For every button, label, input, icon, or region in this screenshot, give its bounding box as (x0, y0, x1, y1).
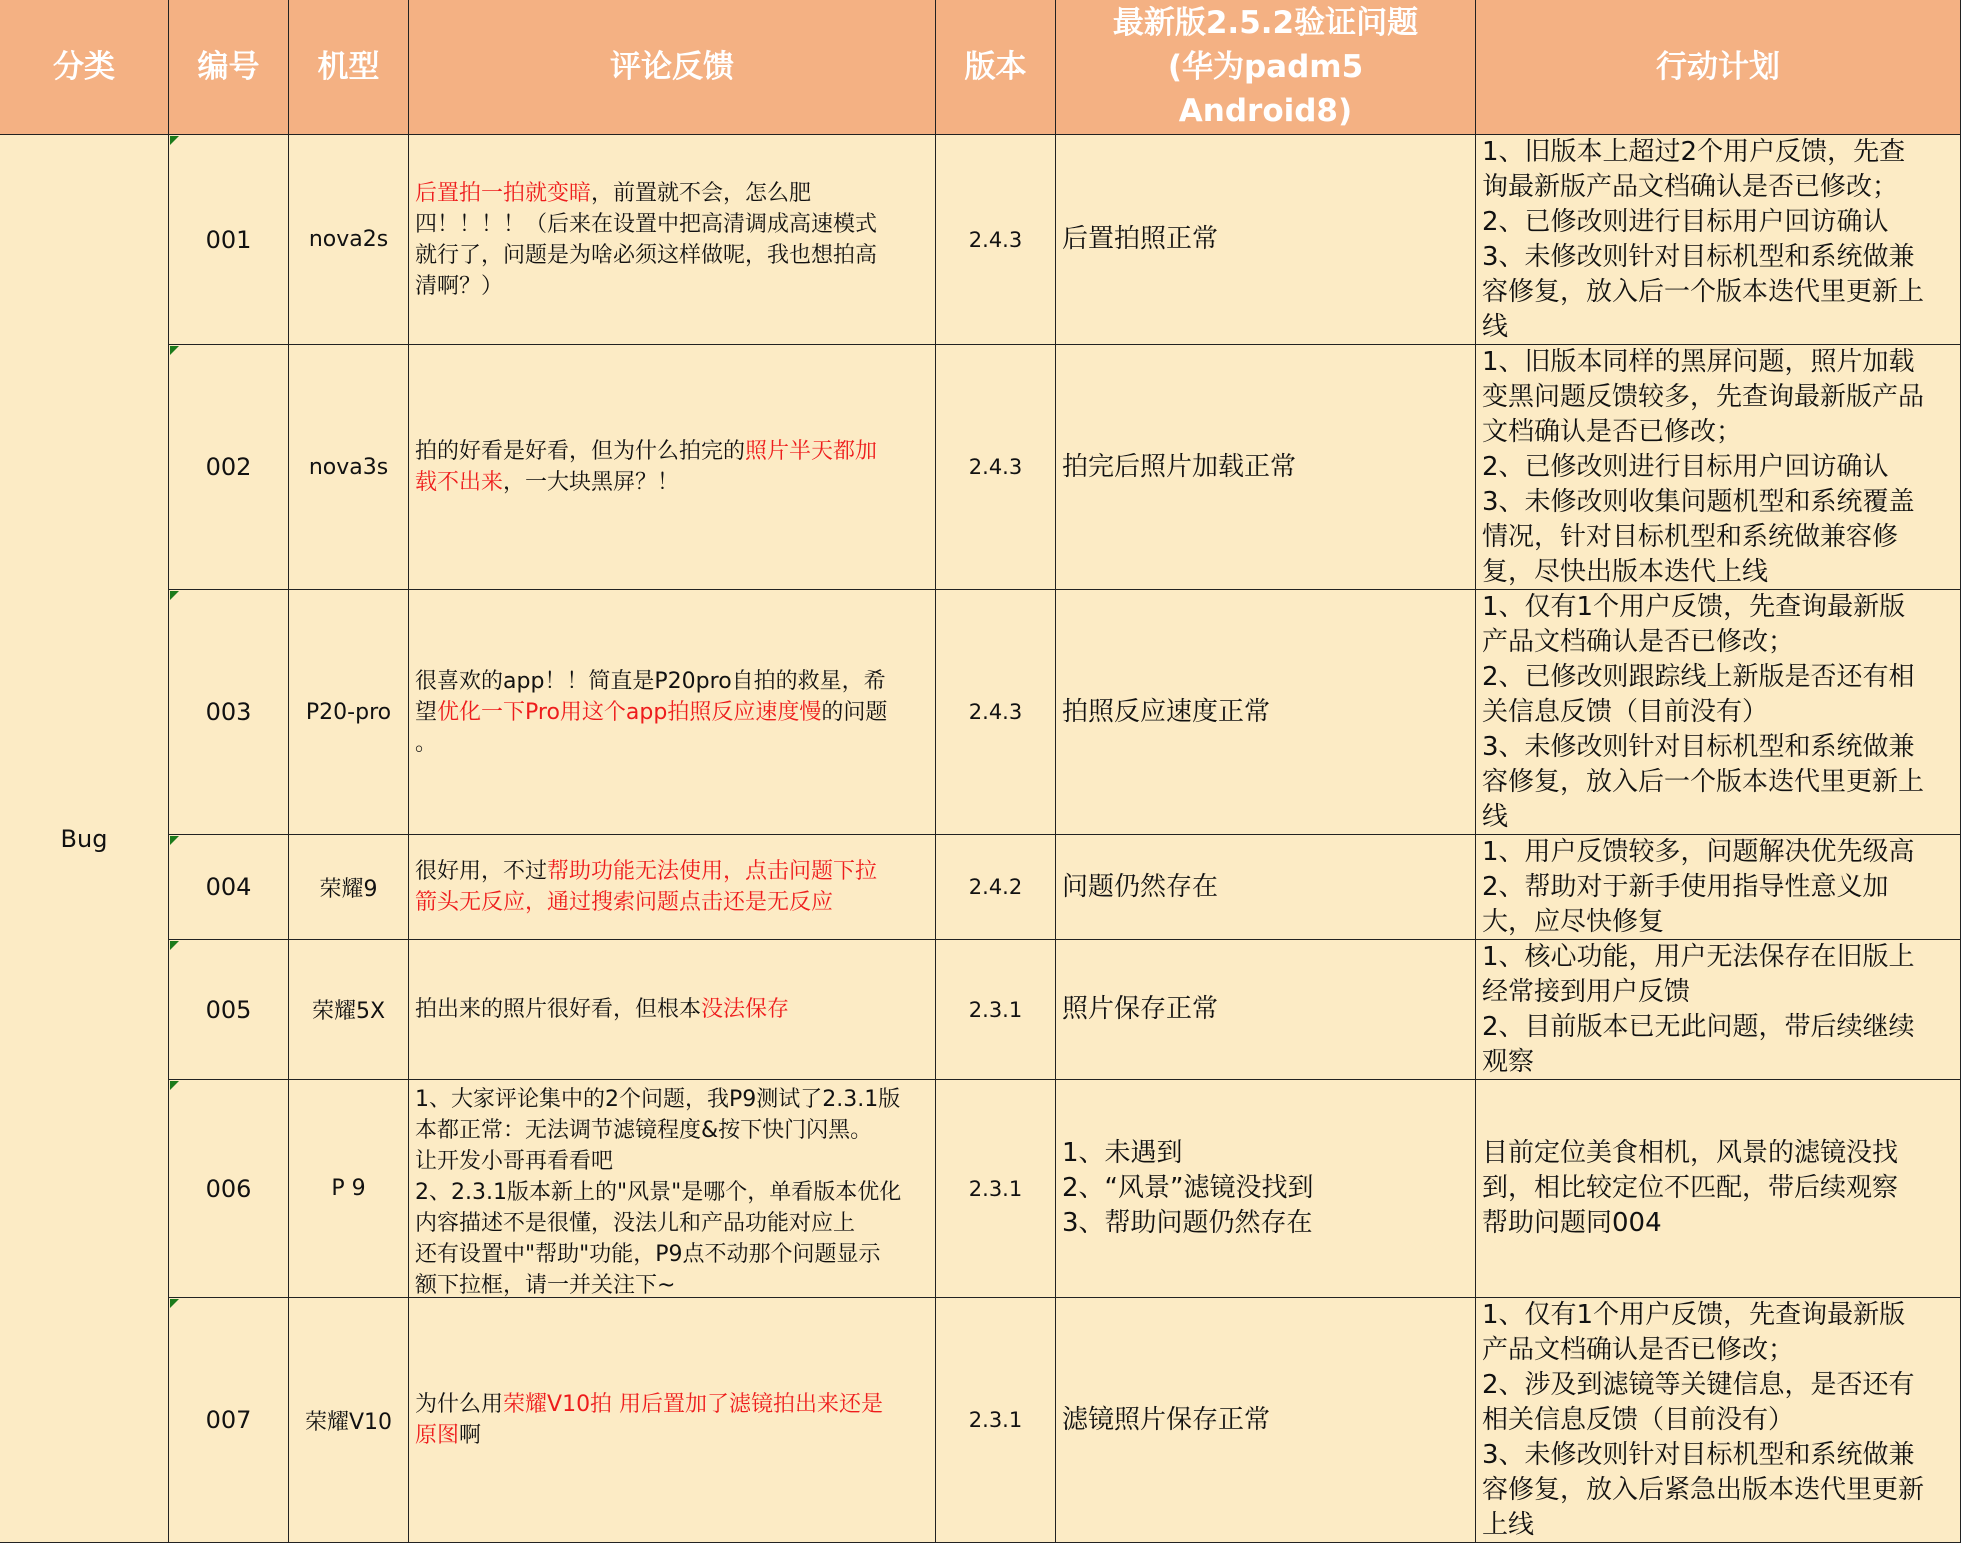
plan-line: 2、已修改则进行目标用户回访确认 (1482, 207, 1889, 237)
result-line: 拍照反应速度正常 (1062, 696, 1271, 727)
comment-segment: 本都正常：无法调节滤镜程度&按下快门闪黑。 (415, 1118, 873, 1143)
plan-line: 经常接到用户反馈 (1482, 977, 1691, 1007)
row-model-cell: 荣耀5X (289, 940, 409, 1080)
row-version-cell: 2.3.1 (936, 1298, 1056, 1543)
plan-text (1482, 1298, 1924, 1543)
row-result-cell (1056, 135, 1476, 345)
row-id-cell: 005 (169, 940, 289, 1080)
result-text (1062, 992, 1218, 1027)
comment-text (415, 994, 789, 1025)
plan-line: 1、仅有1个用户反馈，先查询最新版 (1482, 1300, 1906, 1330)
comment-segment: 还有设置中"帮助"功能，P9点不动那个问题显示 (415, 1242, 881, 1267)
comment-segment: 为什么用 (415, 1392, 504, 1417)
comment-segment: 拍出来的照片很好看，但根本 (415, 997, 702, 1022)
comment-highlight: 没法保存 (701, 997, 790, 1022)
row-result-cell (1056, 1080, 1476, 1298)
plan-line: 2、涉及到滤镜等关键信息，是否还有 (1482, 1370, 1915, 1400)
comment-segment: 额下拉框，请一并关注下~ (415, 1273, 676, 1298)
comment-marker-icon (170, 136, 179, 145)
result-line: 2、“风景”滤镜没找到 (1062, 1173, 1314, 1203)
result-line: 1、未遇到 (1062, 1138, 1183, 1168)
comment-segment: 的问题 (821, 699, 888, 725)
comment-line (415, 1208, 901, 1239)
plan-line: 容修复，放入后一个版本迭代里更新上 (1482, 277, 1925, 307)
comment-segment: 就行了，问题是为啥必须这样做呢，我也想拍高 (415, 242, 878, 268)
plan-line: 容修复，放入后一个版本迭代里更新上 (1482, 767, 1925, 797)
plan-line: 帮助问题同004 (1482, 1208, 1662, 1238)
row-id-cell: 003 (169, 590, 289, 835)
row-comment-cell (409, 135, 936, 345)
plan-text (1482, 135, 1924, 345)
plan-line: 相关信息反馈（目前没有） (1482, 1405, 1795, 1435)
row-comment-cell (409, 1298, 936, 1543)
comment-segment: 很喜欢的app！！简直是P20pro自拍的救星，希 (415, 668, 886, 694)
row-result-cell (1056, 835, 1476, 940)
row-comment-cell (409, 345, 936, 590)
comment-line (415, 1177, 901, 1208)
row-plan-cell (1476, 1080, 1961, 1298)
comment-line (415, 887, 877, 918)
row-result-cell (1056, 1298, 1476, 1543)
plan-line: 大，应尽快修复 (1482, 907, 1665, 937)
comment-text (415, 666, 887, 759)
plan-line: 产品文档确认是否已修改； (1482, 1335, 1795, 1365)
plan-line: 线 (1482, 312, 1509, 342)
comment-marker-icon (170, 1081, 179, 1090)
comment-marker-icon (170, 941, 179, 950)
comment-segment: 拍的好看是好看，但为什么拍完的 (415, 439, 746, 464)
header-verify-line: (华为padm5 (1167, 49, 1364, 85)
row-id-cell: 002 (169, 345, 289, 590)
row-id-cell: 004 (169, 835, 289, 940)
plan-line: 关信息反馈（目前没有） (1482, 697, 1769, 727)
comment-segment: 内容描述不是很懂，没法儿和产品功能对应上 (415, 1211, 856, 1236)
comment-line (415, 1115, 901, 1146)
comment-line (415, 856, 877, 887)
header-verify-line: 最新版2.5.2验证问题 (1112, 5, 1419, 41)
comment-text (415, 436, 877, 498)
comment-line (415, 271, 877, 302)
plan-line: 2、已修改则进行目标用户回访确认 (1482, 452, 1889, 482)
comment-segment: 。 (415, 730, 438, 756)
comment-marker-icon (170, 836, 179, 845)
header-model: 机型 (289, 0, 409, 135)
header-verify-line: Android8) (1178, 93, 1353, 129)
result-text (1062, 450, 1296, 485)
comment-highlight: 优化一下Pro用这个app拍照反应速度慢 (437, 699, 822, 725)
comment-marker-icon (170, 591, 179, 600)
result-text (1062, 870, 1218, 905)
comment-line (415, 1389, 883, 1420)
comment-highlight: 帮助功能无法使用，点击问题下拉 (547, 859, 878, 884)
comment-line (415, 1084, 901, 1115)
row-version-cell: 2.4.2 (936, 835, 1056, 940)
row-plan-cell (1476, 1298, 1961, 1543)
plan-line: 1、仅有1个用户反馈，先查询最新版 (1482, 592, 1906, 622)
plan-line: 产品文档确认是否已修改； (1482, 627, 1795, 657)
result-line: 问题仍然存在 (1062, 871, 1219, 902)
plan-line: 复，尽快出版本迭代上线 (1482, 557, 1769, 587)
result-text (1062, 222, 1218, 257)
row-id-cell: 006 (169, 1080, 289, 1298)
result-line: 拍完后照片加载正常 (1062, 451, 1297, 482)
comment-segment: 1、大家评论集中的2个问题，我P9测试了2.3.1版 (415, 1087, 901, 1112)
comment-segment: 啊 (459, 1423, 482, 1448)
plan-text (1482, 835, 1915, 940)
plan-line: 1、用户反馈较多，问题解决优先级高 (1482, 837, 1915, 867)
row-version-cell: 2.3.1 (936, 1080, 1056, 1298)
comment-line (415, 436, 877, 467)
plan-line: 1、旧版本上超过2个用户反馈，先查 (1482, 137, 1906, 167)
plan-line: 目前定位美食相机，风景的滤镜没找 (1482, 1138, 1899, 1168)
plan-line: 询最新版产品文档确认是否已修改； (1482, 172, 1899, 202)
comment-line (415, 467, 877, 498)
plan-line: 3、未修改则针对目标机型和系统做兼 (1482, 242, 1915, 272)
comment-line (415, 1146, 901, 1177)
row-model-cell: 荣耀V10 (289, 1298, 409, 1543)
row-plan-cell (1476, 835, 1961, 940)
row-plan-cell (1476, 135, 1961, 345)
comment-segment: 很好用，不过 (415, 859, 548, 884)
row-version-cell: 2.3.1 (936, 940, 1056, 1080)
plan-line: 3、未修改则针对目标机型和系统做兼 (1482, 1440, 1915, 1470)
row-comment-cell (409, 1080, 936, 1298)
plan-line: 变黑问题反馈较多，先查询最新版产品 (1482, 382, 1925, 412)
comment-highlight: 载不出来 (415, 470, 504, 495)
row-model-cell: nova2s (289, 135, 409, 345)
row-model-cell: P 9 (289, 1080, 409, 1298)
plan-line: 上线 (1482, 1510, 1535, 1540)
comment-line (415, 178, 877, 209)
comment-highlight: 荣耀V10拍 用后置加了滤镜拍出来还是 (503, 1392, 884, 1417)
plan-line: 到，相比较定位不匹配，带后续观察 (1482, 1173, 1899, 1203)
row-comment-cell (409, 590, 936, 835)
result-text (1062, 695, 1270, 730)
comment-segment: 2、2.3.1版本新上的"风景"是哪个，单看版本优化 (415, 1180, 902, 1205)
comment-segment: 让开发小哥再看看吧 (415, 1149, 614, 1174)
row-model-cell: P20-pro (289, 590, 409, 835)
row-plan-cell (1476, 590, 1961, 835)
row-id-cell: 001 (169, 135, 289, 345)
header-plan: 行动计划 (1476, 0, 1961, 135)
comment-highlight: 后置拍一拍就变暗 (415, 180, 592, 206)
plan-line: 2、帮助对于新手使用指导性意义加 (1482, 872, 1889, 902)
comment-line (415, 1420, 883, 1451)
plan-line: 3、未修改则收集问题机型和系统覆盖 (1482, 487, 1915, 517)
row-version-cell: 2.4.3 (936, 590, 1056, 835)
comment-marker-icon (170, 1299, 179, 1308)
comment-text (415, 1389, 883, 1451)
row-result-cell (1056, 345, 1476, 590)
row-model-cell: nova3s (289, 345, 409, 590)
comment-segment: 望 (415, 699, 438, 725)
comment-marker-icon (170, 346, 179, 355)
header-version: 版本 (936, 0, 1056, 135)
comment-line (415, 1239, 901, 1270)
comment-text (415, 178, 877, 302)
comment-line (415, 994, 789, 1025)
result-text (1062, 1136, 1313, 1241)
row-plan-cell (1476, 940, 1961, 1080)
plan-line: 观察 (1482, 1047, 1535, 1077)
plan-line: 2、目前版本已无此问题，带后续继续 (1482, 1012, 1915, 1042)
result-line: 后置拍照正常 (1062, 224, 1219, 254)
row-model-cell: 荣耀9 (289, 835, 409, 940)
result-text (1062, 1403, 1270, 1438)
comment-text (415, 1084, 901, 1298)
comment-line (415, 697, 887, 728)
plan-line: 1、核心功能，用户无法保存在旧版上 (1482, 942, 1915, 972)
plan-line: 3、未修改则针对目标机型和系统做兼 (1482, 732, 1915, 762)
result-line: 3、帮助问题仍然存在 (1062, 1208, 1313, 1238)
comment-segment: ，前置就不会，怎么肥 (591, 180, 812, 206)
plan-line: 情况，针对目标机型和系统做兼容修 (1482, 522, 1899, 552)
comment-highlight: 照片半天都加 (745, 439, 878, 464)
comment-line (415, 209, 877, 240)
comment-segment: 四！！！！（后来在设置中把高清调成高速模式 (415, 211, 878, 237)
row-comment-cell (409, 940, 936, 1080)
comment-line (415, 1270, 901, 1298)
row-plan-cell (1476, 345, 1961, 590)
result-line: 滤镜照片保存正常 (1062, 1404, 1271, 1435)
row-id-cell: 007 (169, 1298, 289, 1543)
category-cell: Bug (0, 135, 169, 1543)
plan-text (1482, 1136, 1898, 1241)
comment-line (415, 666, 887, 697)
row-version-cell: 2.4.3 (936, 345, 1056, 590)
plan-line: 文档确认是否已修改； (1482, 417, 1743, 447)
row-comment-cell (409, 835, 936, 940)
comment-segment: ，一大块黑屏？！ (503, 470, 680, 495)
plan-text (1482, 940, 1915, 1080)
row-result-cell (1056, 590, 1476, 835)
plan-line: 容修复，放入后紧急出版本迭代里更新 (1482, 1475, 1925, 1505)
plan-line: 线 (1482, 802, 1509, 832)
row-version-cell: 2.4.3 (936, 135, 1056, 345)
comment-highlight: 原图 (415, 1423, 460, 1448)
plan-line: 1、旧版本同样的黑屏问题，照片加载 (1482, 347, 1915, 377)
plan-line: 2、已修改则跟踪线上新版是否还有相 (1482, 662, 1915, 692)
header-comment: 评论反馈 (409, 0, 936, 135)
result-line: 照片保存正常 (1062, 994, 1219, 1024)
row-result-cell (1056, 940, 1476, 1080)
comment-text (415, 856, 877, 918)
comment-segment: 清啊？） (415, 273, 504, 299)
header-verify (1056, 0, 1476, 135)
header-id: 编号 (169, 0, 289, 135)
plan-text (1482, 590, 1924, 835)
comment-line (415, 240, 877, 271)
comment-highlight: 箭头无反应，通过搜索问题点击还是无反应 (415, 890, 834, 915)
plan-text (1482, 345, 1924, 590)
comment-line (415, 728, 887, 759)
header-category: 分类 (0, 0, 169, 135)
